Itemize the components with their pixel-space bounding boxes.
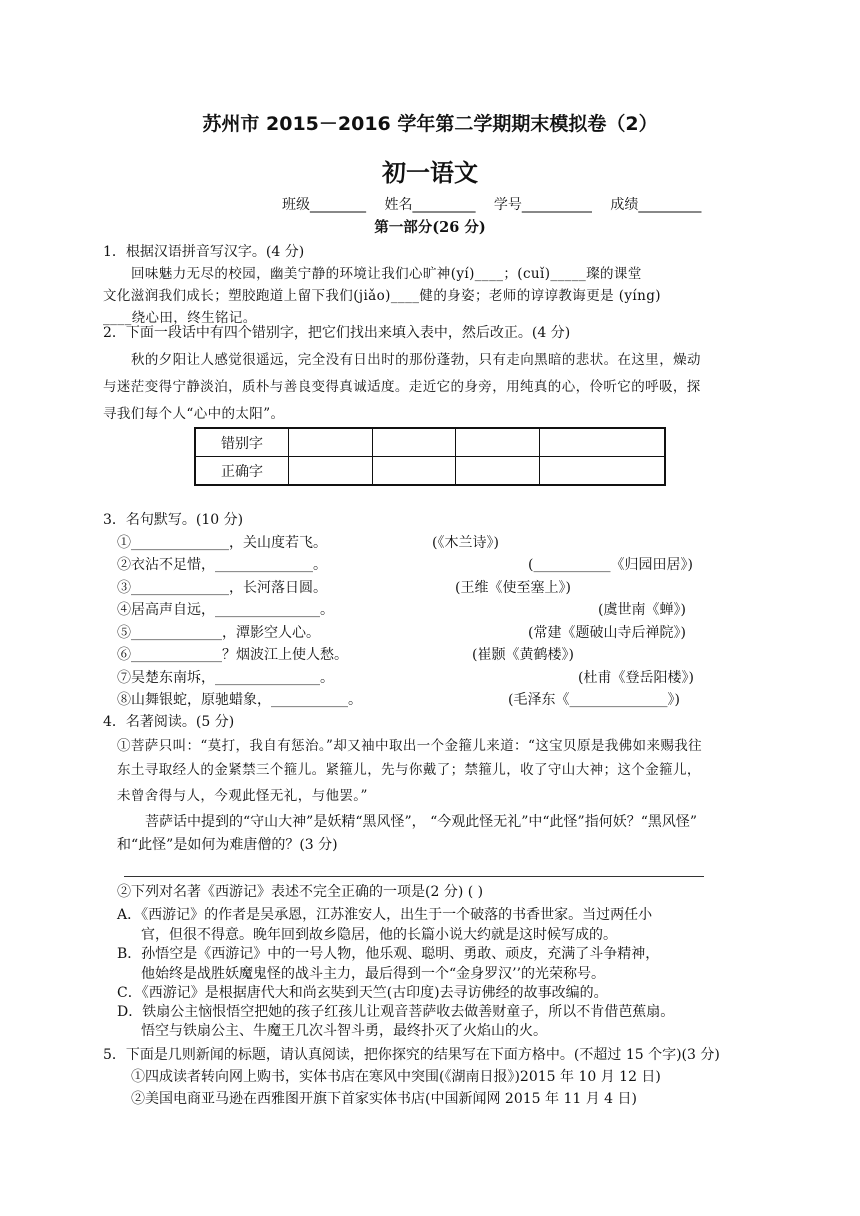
poem-source: (王维《使至塞上》) <box>455 580 571 596</box>
poem-line: ⑦吴楚东南坼，_______________。 <box>117 670 334 686</box>
name-field[interactable]: 姓名_________ <box>384 197 476 213</box>
q2-paragraph-2: 与迷茫变得宁静淡泊，质朴与善良变得真诚适度。走近它的身旁，用纯真的心，伶听它的呼吸，探 <box>103 379 701 395</box>
answer-cell[interactable] <box>539 457 665 486</box>
row-label-correct: 正确字 <box>195 457 289 486</box>
q4-mc-stem: ②下列对名著《西游记》表述不完全正确的一项是(2 分) ( ) <box>117 884 484 900</box>
q3-stem: 3．名句默写。(10 分) <box>103 512 244 528</box>
q5-stem: 5．下面是几则新闻的标题，请认真阅读，把你探究的结果写在下面方格中。(不超过 15 个字)(3 分) <box>103 1047 720 1063</box>
poem-line: ④居高声自远，_______________。 <box>117 602 334 618</box>
answer-cell[interactable] <box>372 428 456 457</box>
poem-line: ①______________，关山度若飞。 <box>117 535 327 551</box>
option-d-line-1: D．铁扇公主恼恨悟空把她的孩子红孩儿让观音菩萨收去做善财童子，所以不肯借芭蕉扇。 <box>117 1004 675 1020</box>
option-b-line-1: B．孙悟空是《西游记》中的一号人物，他乐观、聪明、勇敢、顽皮，充满了斗争精神， <box>117 946 660 962</box>
part-heading: 第一部分(26 分) <box>374 219 486 236</box>
answer-line[interactable] <box>124 876 704 877</box>
poem-line: ⑧山舞银蛇，原驰蜡象，___________。 <box>117 692 362 708</box>
option-d-line-2: 悟空与铁扇公主、牛魔王几次斗智斗勇，最终扑灭了火焰山的火。 <box>141 1023 547 1039</box>
poem-line: ⑤_____________，潭影空人心。 <box>117 625 320 641</box>
subject-title: 初一语文 <box>382 159 478 187</box>
q4-quote-1: ①菩萨只叫：“莫打，我自有惩治。”却又袖中取出一个金箍儿来道：“这宝贝原是我佛如来赐我往 <box>117 738 703 754</box>
news-headline-2: ②美国电商亚马逊在西雅图开旗下首家实体书店(中国新闻网 2015 年 11 月 4 日) <box>131 1091 637 1107</box>
poem-source: (常建《题破山寺后禅院》) <box>528 625 686 641</box>
page-title: 苏州市 2015－2016 学年第二学期期末模拟卷（2） <box>202 113 658 135</box>
answer-cell[interactable] <box>456 457 540 486</box>
poem-source: (杜甫《登岳阳楼》) <box>578 670 694 686</box>
answer-cell[interactable] <box>289 457 373 486</box>
option-a-line-1: A．《西游记》的作者是吴承恩，江苏淮安人，出生于一个破落的书香世家。当过两任小 <box>117 907 653 923</box>
answer-cell[interactable] <box>372 457 456 486</box>
option-c: C．《西游记》是根据唐代大和尚玄奘到天竺(古印度)去寻访佛经的故事改编的。 <box>117 985 608 1001</box>
q4-quote-3: 未曾舍得与人，今观此怪无礼，与他罢。” <box>117 788 368 804</box>
answer-cell[interactable] <box>289 428 373 457</box>
q1-stem: 1．根据汉语拼音写汉字。(4 分) <box>103 244 305 260</box>
poem-source: (《木兰诗》) <box>432 535 499 551</box>
row-label-wrong: 错别字 <box>195 428 289 457</box>
q1-line-3: ____绕心田，终生铭记。 <box>103 310 257 326</box>
student-id-field[interactable]: 学号__________ <box>493 197 592 213</box>
q2-paragraph-1: 秋的夕阳让人感觉很遥远，完全没有日出时的那份蓬勃，只有走向黑暗的悲状。在这里，燥动 <box>131 352 701 368</box>
option-a-line-2: 官，但很不得意。晚年回到故乡隐居，他的长篇小说大约就是这时候写成的。 <box>141 927 617 943</box>
q2-stem: 2．下面一段话中有四个错别字，把它们找出来填入表中，然后改正。(4 分) <box>103 325 571 341</box>
q4-stem: 4．名著阅读。(5 分) <box>103 714 235 730</box>
score-field[interactable]: 成绩_________ <box>610 197 702 213</box>
q4-question-2: 和“此怪”是如何为难唐僧的？(3 分) <box>117 837 338 853</box>
option-b-line-2: 他始终是战胜妖魔鬼怪的战斗主力，最后得到一个“金身罗汉’’的光荣称号。 <box>141 966 606 982</box>
q2-paragraph-3: 寻我们每个人“心中的太阳”。 <box>103 406 285 422</box>
class-field[interactable]: 班级________ <box>282 197 366 213</box>
student-info-line <box>282 195 715 215</box>
table-row <box>195 428 665 457</box>
poem-line: ②衣沾不足惜，______________。 <box>117 557 327 573</box>
poem-line: ③______________，长河落日圆。 <box>117 580 327 596</box>
table-row <box>195 457 665 486</box>
answer-cell[interactable] <box>539 428 665 457</box>
news-headline-1: ①四成读者转向网上购书，实体书店在寒风中突围(《湖南日报》)2015 年 10 月 12 日) <box>131 1069 661 1085</box>
poem-line: ⑥_____________？烟波江上使人愁。 <box>117 647 348 663</box>
answer-cell[interactable] <box>456 428 540 457</box>
poem-source: (___________《归园田居》) <box>528 557 693 573</box>
q1-line-1: 回味魅力无尽的校园，幽美宁静的环境让我们心旷神(yí)____；(cuǐ)_____璨的课堂 <box>131 266 642 282</box>
correction-table <box>194 427 666 486</box>
q4-quote-2: 东土寻取经人的金紧禁三个箍儿。紧箍儿，先与你戴了；禁箍儿，收了守山大神；这个金箍儿， <box>117 762 701 778</box>
q4-question-1: 菩萨话中提到的“守山大神”是妖精“黑风怪”， “今观此怪无礼”中“此怪”指何妖？“黑风怪” <box>145 814 698 830</box>
poem-source: (虞世南《蝉》) <box>598 602 686 618</box>
poem-source: (崔颢《黄鹤楼》) <box>472 647 574 663</box>
q1-line-2: 文化滋润我们成长；塑胶跑道上留下我们(jiǎo)____健的身姿；老师的谆谆教诲更是 (yíng) <box>103 288 661 304</box>
poem-source: (毛泽东《______________》) <box>508 692 680 708</box>
